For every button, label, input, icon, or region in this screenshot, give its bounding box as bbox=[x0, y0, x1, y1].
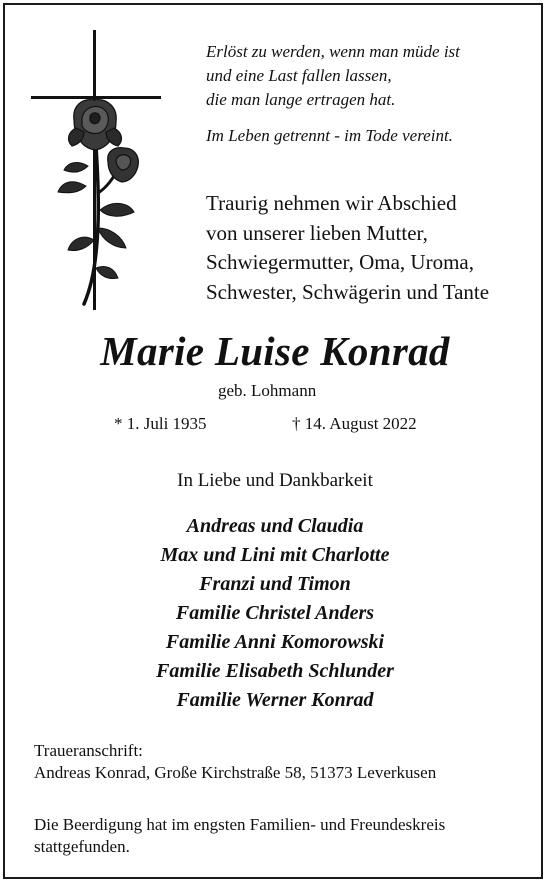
rose-large-icon bbox=[69, 100, 122, 150]
address-label: Traueranschrift: bbox=[34, 741, 143, 760]
list-item: Familie Anni Komorowski bbox=[165, 631, 385, 653]
poem-line: die man lange ertragen hat. bbox=[206, 90, 396, 109]
list-item: Andreas und Claudia bbox=[186, 515, 364, 537]
intro-line: Schwester, Schwägerin und Tante bbox=[206, 279, 490, 304]
address-text: Andreas Konrad, Große Kirchstraße 58, 51373 Leverkusen bbox=[34, 763, 437, 782]
list-item: Franzi und Timon bbox=[199, 573, 351, 595]
maiden-name: geb. Lohmann bbox=[218, 381, 317, 400]
funeral-note bbox=[34, 814, 445, 858]
address-block bbox=[34, 740, 436, 784]
poem-motto: Im Leben getrennt - im Tode vereint. bbox=[206, 126, 453, 145]
intro-line: Schwiegermutter, Oma, Uroma, bbox=[206, 250, 474, 274]
list-item: Familie Christel Anders bbox=[175, 602, 375, 624]
death-date: † 14. August 2022 bbox=[292, 414, 417, 433]
intro-line: von unserer lieben Mutter, bbox=[206, 220, 428, 245]
intro-text bbox=[206, 189, 489, 307]
poem-line: und eine Last fallen lassen, bbox=[206, 66, 392, 85]
deceased-name: Marie Luise Konrad bbox=[100, 328, 450, 374]
gratitude-line: In Liebe und Dankbarkeit bbox=[177, 470, 373, 491]
list-item: Familie Elisabeth Schlunder bbox=[156, 660, 394, 682]
poem-line: Erlöst zu werden, wenn man müde ist bbox=[206, 42, 460, 61]
cross-with-roses-illustration bbox=[28, 28, 168, 316]
list-item: Familie Werner Konrad bbox=[176, 689, 374, 711]
funeral-note-line: Die Beerdigung hat im engsten Familien- und Freundeskreis bbox=[34, 815, 446, 834]
list-item: Max und Lini mit Charlotte bbox=[160, 544, 390, 566]
mourners-list bbox=[0, 512, 550, 715]
birth-date: * 1. Juli 1935 bbox=[114, 414, 207, 433]
funeral-note-line: stattgefunden. bbox=[34, 837, 130, 856]
poem bbox=[206, 40, 460, 148]
intro-line: Traurig nehmen wir Abschied bbox=[206, 191, 457, 215]
